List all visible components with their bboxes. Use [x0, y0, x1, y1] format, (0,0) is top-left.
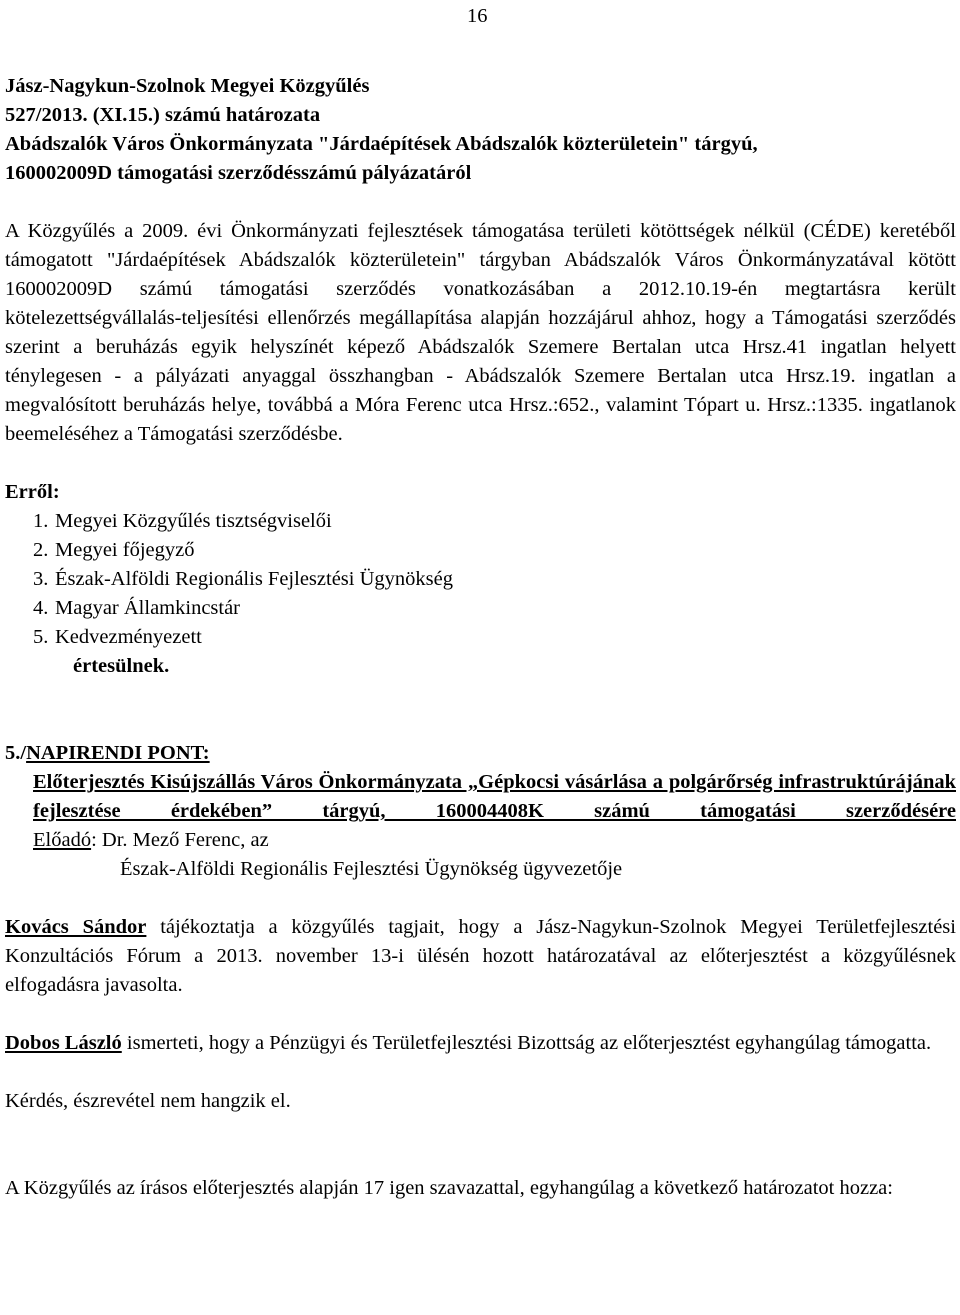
presenter-name: : Dr. Mező Ferenc, az: [91, 829, 269, 851]
resolution-header: [5, 72, 956, 188]
document-content: [5, 72, 956, 1203]
header-line-2: 527/2013. (XI.15.) számú határozata: [5, 104, 321, 126]
list-item: 2. Megyei főjegyző: [33, 539, 195, 561]
agenda-title: Előterjesztés Kisújszállás Város Önkormányzata „Gépkocsi vásárlása a polgárőrség infrastruktúrájának fejlesztése érdekében” tárgyú, 160004408K számú támogatási szerződésére: [33, 771, 956, 822]
presenter-role: Észak-Alföldi Regionális Fejlesztési Ügynökség ügyvezetője: [120, 858, 623, 880]
page-number: 16: [467, 5, 488, 27]
agenda-heading: [5, 739, 956, 768]
notify-label: Erről:: [5, 481, 60, 503]
paragraph-dobos: [5, 1029, 956, 1058]
notify-list: [5, 507, 956, 652]
resolution-body: A Közgyűlés a 2009. évi Önkormányzati fejlesztések támogatása területi kötöttségek nélkül (CÉDE) keretéből támogatott "Járdaépítések Abádszalók közterületein" tárgyban Abádszalók Város Önkormányzatával kötött 160002009D számú támogatási szerződés vonatkozásában a 2012.10.19-én megtartásra került kötelezettségvállalás-teljesítési ellenőrzés megállapítása alapján hozzájárul ahhoz, hogy a Támogatási szerződés szerint a beruházás egyik helyszínét képező Abádszalók Szemere Bertalan utca Hrsz.41 ingatlan helyett ténylegesen - a pályázati anyaggal összhangban - Abádszalók Szemere Bertalan utca Hrsz.19. ingatlan a megvalósított beruházás helye, továbbá a Móra Ferenc utca Hrsz.:652., valamint Tópart u. Hrsz.:1335. ingatlanok beemeléséhez a Támogatási szerződésbe.: [5, 220, 956, 445]
paragraph-text: ismerteti, hogy a Pénzügyi és Területfejlesztési Bizottság az előterjesztést egyhangúlag támogatta.: [121, 1032, 932, 1054]
list-item: 5. Kedvezményezett: [33, 626, 202, 648]
presenter-line: [5, 826, 956, 855]
paragraph-kovacs: [5, 913, 956, 1000]
paragraph-questions: Kérdés, észrevétel nem hangzik el.: [5, 1090, 291, 1112]
agenda-number: 5./: [5, 742, 27, 764]
presenter-label: Előadó: [33, 829, 92, 851]
paragraph-text: tájékoztatja a közgyűlés tagjait, hogy a Jász-Nagykun-Szolnok Megyei Területfejlesztési Konzultációs Fórum a 2013. november 13-i ülésén hozott határozatával az előterjesztést a közgyűlésnek elfogadásra javasolta.: [5, 916, 956, 996]
header-line-1: Jász-Nagykun-Szolnok Megyei Közgyűlés: [5, 75, 370, 97]
paragraph-vote: A Közgyűlés az írásos előterjesztés alapján 17 igen szavazattal, egyhangúlag a következő határozatot hozza:: [5, 1177, 893, 1199]
header-line-4: 160002009D támogatási szerződésszámú pályázatáról: [5, 162, 472, 184]
speaker-name: Kovács Sándor: [5, 916, 147, 938]
list-item: 4. Magyar Államkincstár: [33, 597, 241, 619]
agenda-label: NAPIRENDI PONT:: [26, 742, 210, 764]
header-line-3: Abádszalók Város Önkormányzata "Járdaépítések Abádszalók közterületein" tárgyú,: [5, 133, 758, 155]
notify-closing: értesülnek.: [73, 655, 170, 677]
list-item: 1. Megyei Közgyűlés tisztségviselői: [33, 510, 332, 532]
speaker-name: Dobos László: [5, 1032, 122, 1054]
list-item: 3. Észak-Alföldi Regionális Fejlesztési Ügynökség: [33, 568, 453, 590]
